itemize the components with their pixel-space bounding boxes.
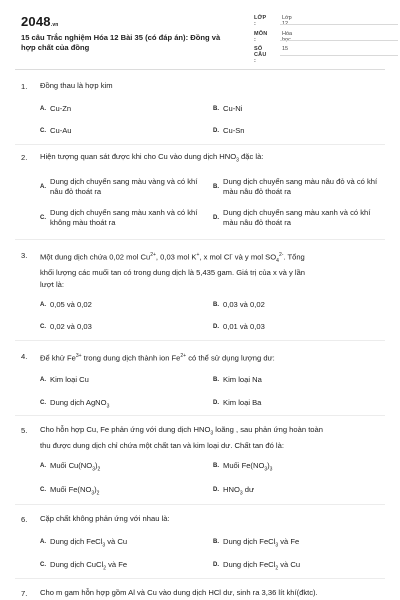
- option-text: Dung dịch AgNO$_3$: [50, 398, 110, 410]
- option-text: Dung dịch CuCl$_2$ và Fe: [50, 560, 128, 572]
- option-text: Muối $Fe(NO_3)_3$: [223, 461, 273, 473]
- option-text: 0,01 và 0,03: [223, 322, 265, 331]
- question-number: 4.: [21, 352, 28, 361]
- option-label: A.: [40, 106, 46, 112]
- question-number: 3.: [21, 251, 28, 260]
- option-text: Dung dịch chuyển sang màu nâu đỏ và có khí màu nâu đỏ thoát ra: [223, 177, 378, 196]
- option-label: A.: [40, 377, 46, 383]
- option-text: Dung dịch FeCl$_3$ và Fe: [223, 537, 300, 549]
- meta-key: LỚP :: [254, 15, 267, 27]
- option-label: B.: [213, 539, 219, 545]
- option-label: D.: [213, 487, 219, 493]
- option-text: 0,05 và 0,02: [50, 300, 92, 309]
- header-divider: [15, 69, 385, 70]
- question-text: Cho hỗn hợp Cu, Fe phản ứng với dung dịch $HNO_3$ loãng , sau phản ứng hoàn toàn thu được dung dịch chỉ chứa một chất tan và kim loại dư. Chất tan đó là:: [40, 425, 323, 450]
- option-label: D.: [213, 128, 219, 134]
- option-text: Dung dịch chuyển sang màu xanh và có khí không màu thoát ra: [50, 208, 198, 227]
- option-text: $HNO_3$ dư: [223, 485, 255, 497]
- question-separator: [15, 239, 385, 240]
- option-label: B.: [213, 106, 219, 112]
- option-label: C.: [40, 400, 46, 406]
- option-text: Kim loại Cu: [50, 375, 89, 384]
- option-text: 0,03 và 0,02: [223, 300, 265, 309]
- meta-value: 15: [282, 46, 289, 52]
- option-text: Dung dịch chuyển sang màu xanh và có khí màu nâu đỏ thoát ra: [223, 208, 371, 227]
- option-label: D.: [213, 215, 219, 221]
- document-title: 15 câu Trắc nghiệm Hóa 12 Bài 35 (có đáp án): Đồng và hợp chất của đồng: [21, 33, 221, 52]
- option-label: B.: [213, 463, 219, 469]
- meta-underline: [280, 40, 398, 41]
- meta-value: Hóa học: [282, 31, 293, 43]
- question-number: 6.: [21, 515, 28, 524]
- option-label: B.: [213, 184, 219, 190]
- option-text: Cu-Au: [50, 126, 72, 135]
- option-label: D.: [213, 324, 219, 330]
- option-text: Cu-Sn: [223, 126, 245, 135]
- logo-suffix: .vn: [50, 22, 59, 28]
- question-separator: [15, 578, 385, 579]
- option-label: A.: [40, 539, 46, 545]
- question-text: Hiện tượng quan sát được khi cho Cu vào dung dịch $HNO_3$ đặc là:: [40, 152, 264, 164]
- meta-key: SỐ CÂU :: [254, 46, 267, 64]
- option-text: Cu-Zn: [50, 104, 72, 113]
- question-number: 7.: [21, 589, 28, 598]
- option-text: Dung dịch FeCl$_3$ và Cu: [50, 537, 128, 549]
- option-text: Kim loại Ba: [223, 398, 262, 407]
- meta-underline: [280, 24, 398, 25]
- question-number: 5.: [21, 426, 28, 435]
- question-text: Đồng thau là hợp kim: [40, 81, 113, 90]
- option-label: C.: [40, 487, 46, 493]
- option-label: B.: [213, 302, 219, 308]
- option-label: B.: [213, 377, 219, 383]
- site-logo[interactable]: [21, 14, 59, 29]
- option-label: C.: [40, 215, 46, 221]
- option-label: A.: [40, 463, 46, 469]
- option-text: Muối $Cu(NO_3)_2$: [50, 461, 101, 473]
- option-label: D.: [213, 400, 219, 406]
- question-separator: [15, 504, 385, 505]
- option-label: C.: [40, 562, 46, 568]
- question-separator: [15, 144, 385, 145]
- option-text: Muối $Fe(NO_3)_2$: [50, 485, 100, 497]
- question-text: Một dung dịch chứa 0,02 mol $Cu^{2+}$, 0,03 mol K+, x mol Cl- và y mol $SO_4^{2-}$. Tổng khối lượng các muối tan có trong dung dịch là 5,435 gam. Giá trị của x và y lần lượt là:: [40, 252, 306, 290]
- question-number: 1.: [21, 82, 28, 91]
- meta-value: Lớp 12: [282, 15, 292, 27]
- question-text: Cho m gam hỗn hợp gồm Al và Cu vào dung dịch HCl dư, sinh ra 3,36 lít khí(đktc).: [40, 588, 318, 597]
- option-label: A.: [40, 184, 46, 190]
- question-separator: [15, 415, 385, 416]
- page-header: [0, 0, 400, 64]
- option-text: Dung dịch chuyển sang màu vàng và có khí nâu đỏ thoát ra: [50, 177, 198, 196]
- option-text: Dung dịch FeCl$_2$ và Cu: [223, 560, 301, 572]
- question-text: Cặp chất không phản ứng với nhau là:: [40, 514, 170, 523]
- logo-main: 2048: [21, 14, 51, 29]
- meta-underline: [280, 55, 398, 56]
- meta-key: MÔN :: [254, 31, 268, 43]
- question-separator: [15, 340, 385, 341]
- option-text: Cu-Ni: [223, 104, 243, 113]
- option-label: C.: [40, 324, 46, 330]
- option-label: D.: [213, 562, 219, 568]
- option-text: 0,02 và 0,03: [50, 322, 92, 331]
- option-label: C.: [40, 128, 46, 134]
- option-text: Kim loại Na: [223, 375, 262, 384]
- option-label: A.: [40, 302, 46, 308]
- question-number: 2.: [21, 153, 28, 162]
- question-text: Để khử $Fe^{3+}$ trong dung dịch thành ion $Fe^{2+}$ có thể sử dụng lượng dư:: [40, 353, 275, 363]
